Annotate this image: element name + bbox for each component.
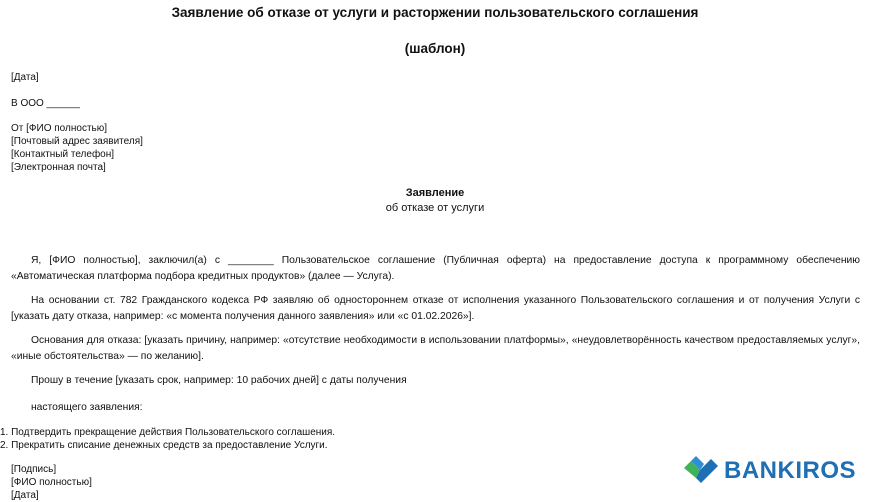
bankiros-logo [684,454,856,488]
list-item: 2. Прекратить списание денежных средств за предоставление Услуги. [0,440,328,451]
sender-email: [Электронная почта] [11,162,106,173]
paragraph-request: Прошу в течение [указать срок, например: 10 рабочих дней] с даты получения [31,375,407,386]
sender-name: От [ФИО полностью] [11,123,108,134]
logo-text: BANKIROS [724,457,857,484]
signature-date: [Дата] [11,490,39,501]
signature-field: [Подпись] [11,464,57,475]
paragraph-refusal: На основании ст. 782 Гражданского кодекса РФ заявляю об одностороннем отказе от исполнения указанного Пользовательского соглашения и от получения Услуги с [указать дату отказа, например: «с момента получения данного заявления» или «с 01.02.2026»]. [11,295,860,322]
statement-heading: Заявление [405,187,465,199]
paragraph-reasons: Основания для отказа: [указать причину, например: «отсутствие необходимости в использовании платформы», «неудовлетворённость качеством предоставляемых услуг», «иные обстоятельства» — по желанию]. [11,335,860,362]
statement-subheading: об отказе от услуги [385,202,485,214]
sender-address: [Почтовый адрес заявителя] [11,136,143,147]
recipient-line: В ООО ______ [11,98,80,109]
paragraph-contract: Я, [ФИО полностью], заключил(а) с ________ Пользовательское соглашение (Публичная оферта) на предоставление доступа к программному обеспечению «Автоматическая платформа подбора кредитных продуктов» (далее — Услуга). [11,255,860,282]
paragraph-request-end: настоящего заявления: [31,402,143,413]
document-title: Заявление об отказе от услуги и расторжении пользовательского соглашения [171,5,699,20]
date-field: [Дата] [11,72,39,83]
sender-phone: [Контактный телефон] [11,149,115,160]
document-subtitle: (шаблон) [404,41,466,56]
signature-name: [ФИО полностью] [11,477,92,488]
check-mark-icon [684,456,718,486]
list-item: 1. Подтвердить прекращение действия Пользовательского соглашения. [0,427,336,438]
